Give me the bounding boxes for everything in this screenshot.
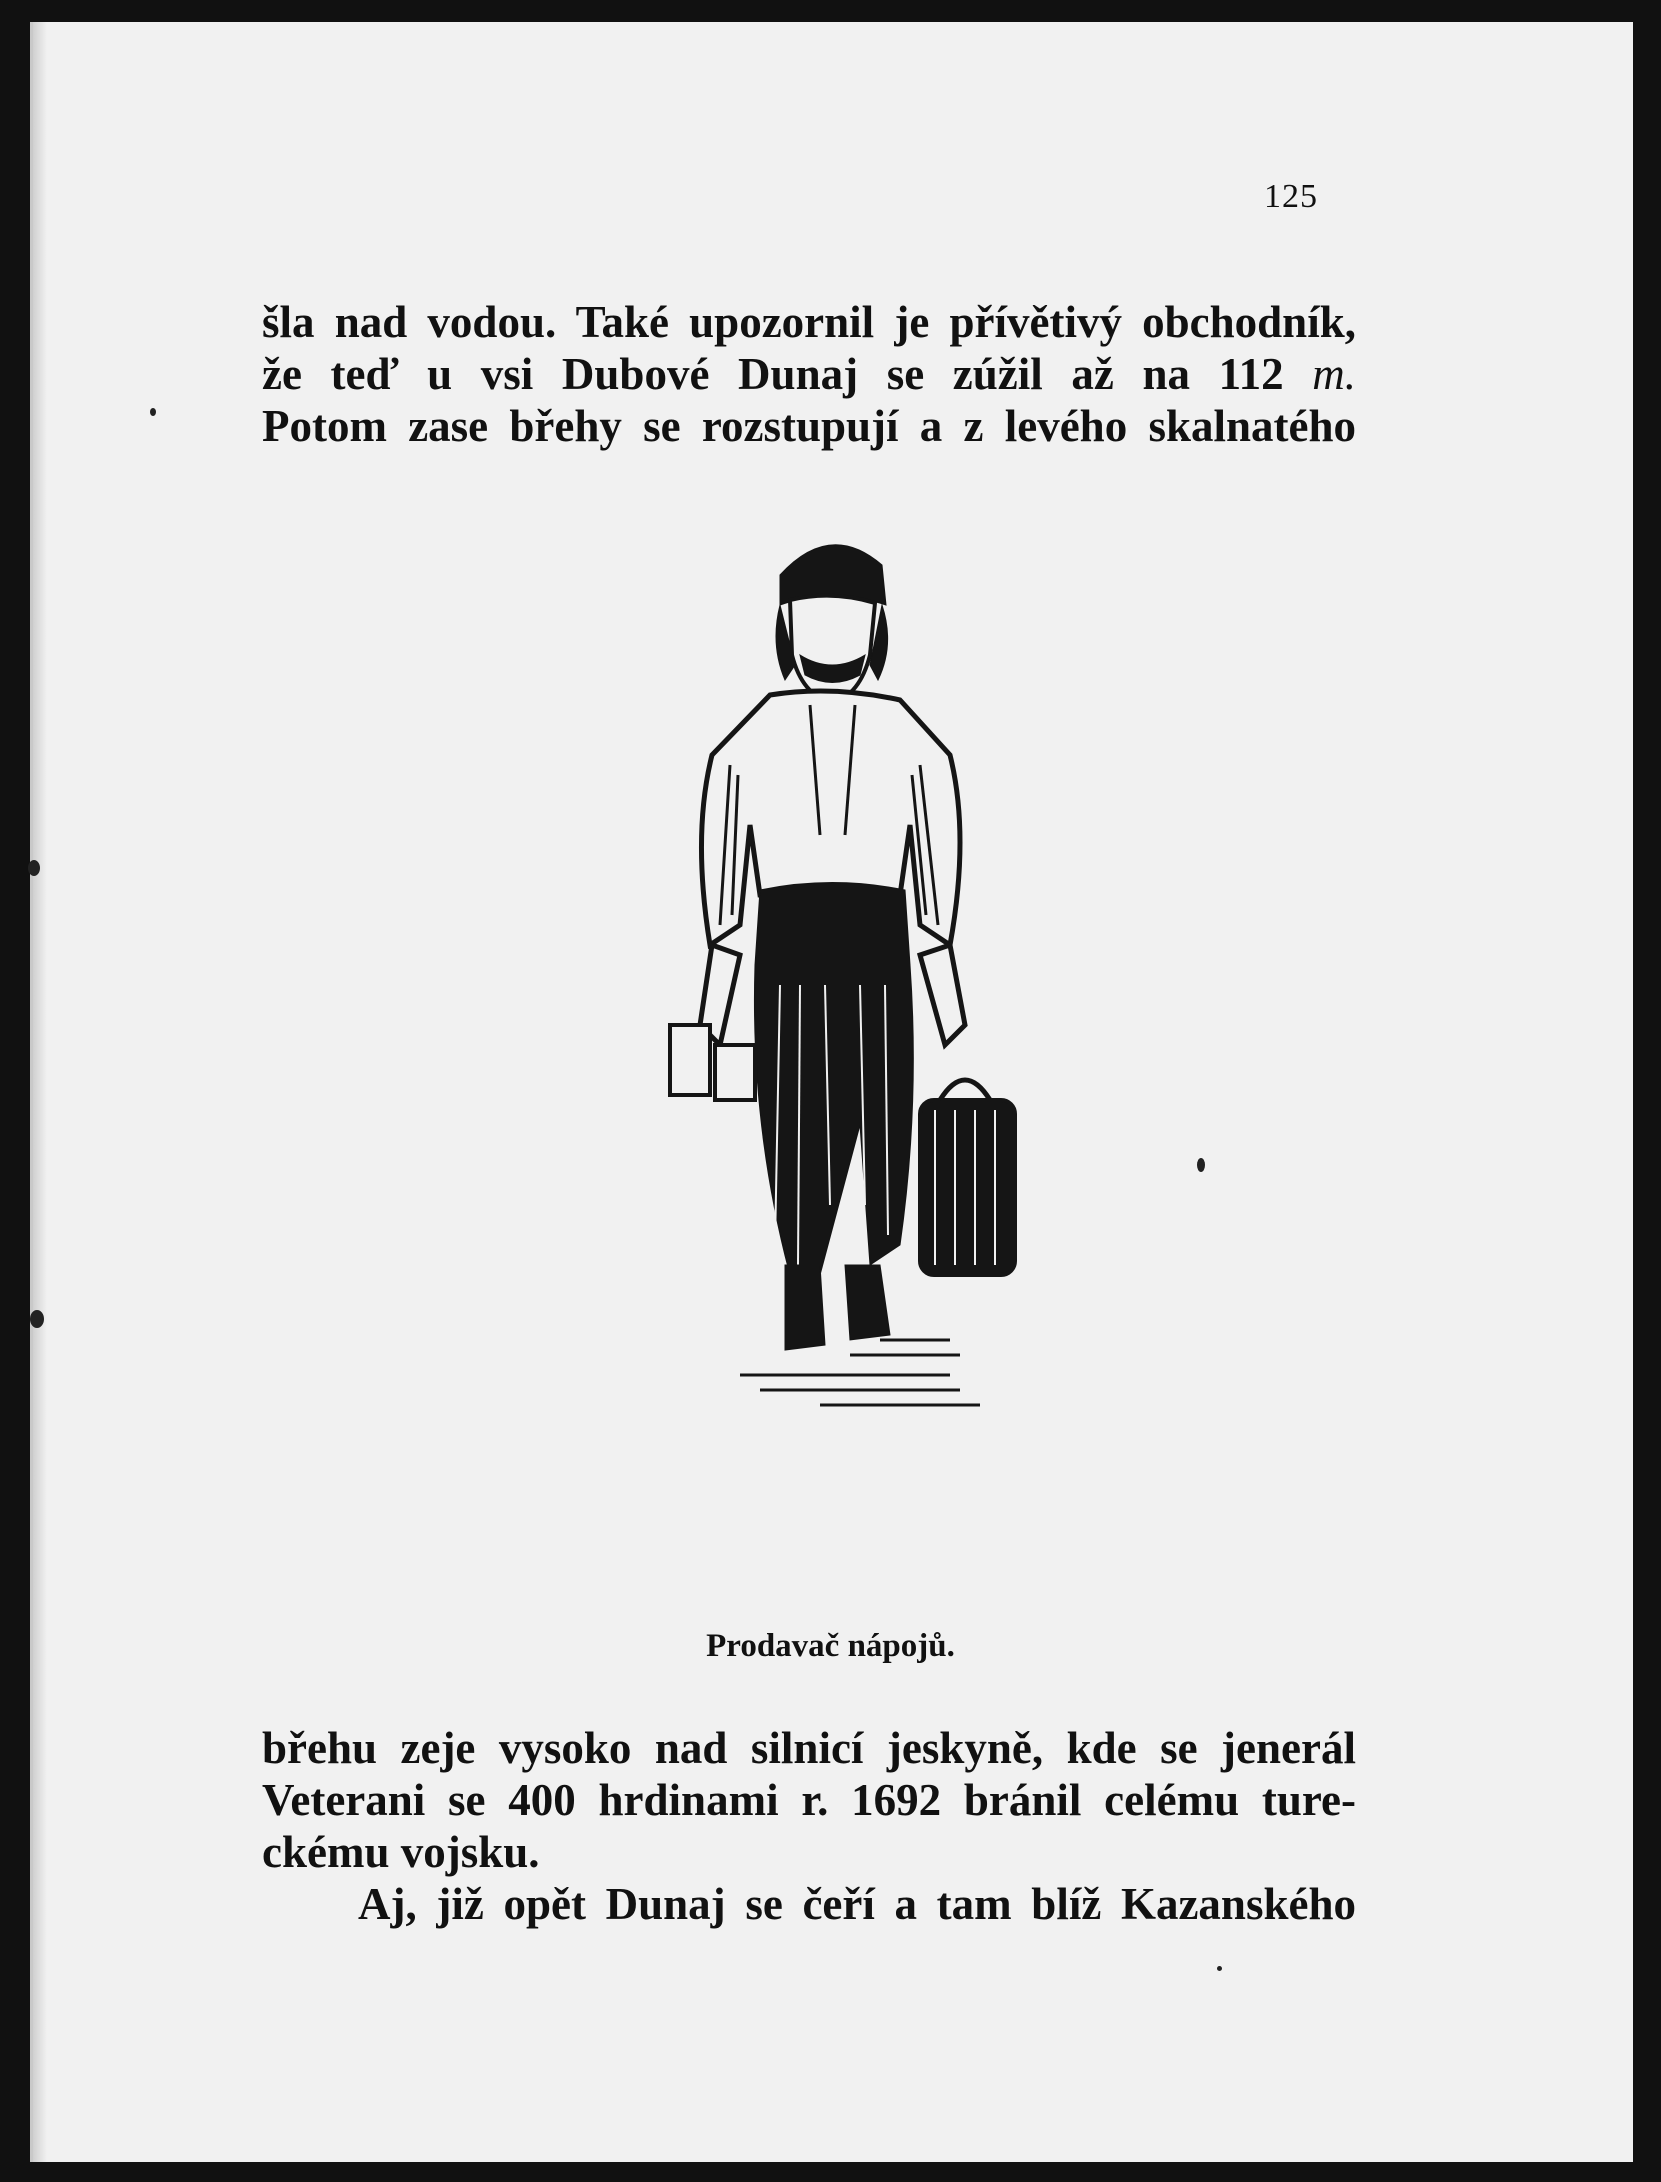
paper-speck [30,1310,44,1328]
engraving-drink-seller [620,505,1040,1605]
text-line: Veterani se 400 hrdinami r. 1692 bránil celému ture- [262,1775,1356,1825]
text-line: břehu zeje vysoko nad silnicí jeskyně, kde se jenerál [262,1723,1356,1773]
text-line: šla nad vodou. Také upozornil je přívětivý obchodník, [262,297,1356,347]
paper-speck [28,860,40,876]
paper-speck [1197,1158,1205,1172]
text-line: že teď u vsi Dubové Dunaj se zúžil až na 112 m. [262,349,1357,399]
text-line: Aj, již opět Dunaj se čeří a tam blíž Kazanského [358,1879,1356,1929]
page-gutter-shadow [33,22,47,2162]
figure-caption: Prodavač nápojů. [706,1628,955,1664]
text-line: Potom zase břehy se rozstupují a z levého skalnatého [262,401,1356,451]
paper-speck [1217,1966,1222,1971]
page-number: 125 [1264,178,1318,215]
text-line: ckému vojsku. [262,1827,540,1877]
paragraph-bottom [262,1722,1356,1930]
paper-speck [150,408,156,416]
unit-abbreviation: m. [1312,349,1357,399]
paragraph-top [262,296,1356,452]
